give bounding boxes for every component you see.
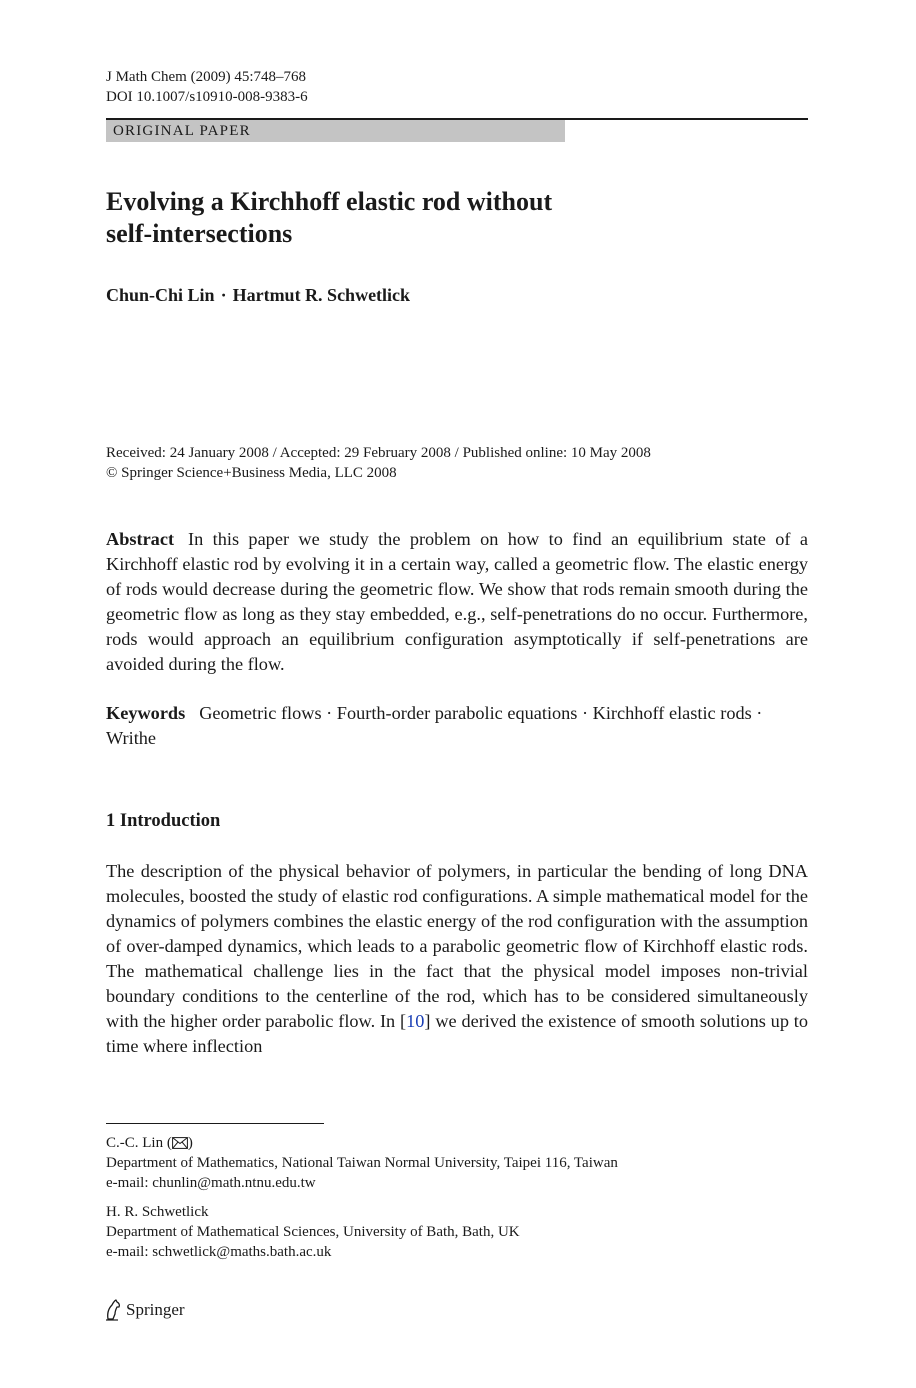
journal-citation: J Math Chem (2009) 45:748–768 bbox=[106, 69, 306, 85]
footnote-author-name: H. R. Schwetlick bbox=[106, 1204, 209, 1220]
footnote-author-name-close: ) bbox=[187, 1135, 193, 1151]
footnote-author-name-text: C.-C. Lin ( bbox=[106, 1135, 172, 1151]
author-name: Chun-Chi Lin bbox=[106, 285, 215, 305]
copyright-line: © Springer Science+Business Media, LLC 2008 bbox=[106, 465, 397, 481]
author-name: Hartmut R. Schwetlick bbox=[232, 285, 411, 305]
section-heading: 1 Introduction bbox=[106, 811, 221, 831]
envelope-icon bbox=[172, 1137, 188, 1149]
journal-info bbox=[106, 67, 308, 107]
footnote-affiliation: Department of Mathematics, National Taiwan Normal University, Taipei 116, Taiwan bbox=[106, 1155, 618, 1171]
paragraph-text: The description of the physical behavior of polymers, in particular the bending of long DNA molecules, boosted the study of elastic rod configurations. A simple mathematical model for the dynamics of polymers combines the elastic energy of the rod configuration with the assumption of over-damped dynamics, which leads to a parabolic geometric flow of Kirchhoff elastic rods. The mathematical challenge lies in the fact that the physical model imposes non-trivial boundary conditions to the centerline of the rod, which has to be considered simultaneously with the higher order parabolic flow. In [ bbox=[106, 861, 808, 1031]
paper-title-line-2: self-intersections bbox=[106, 219, 293, 248]
paragraph-text: ] we derived the existence of smooth solutions up to time where inflection bbox=[106, 1011, 808, 1056]
author-list bbox=[106, 284, 410, 306]
abstract-label: Abstract bbox=[106, 529, 175, 549]
publication-history: Received: 24 January 2008 / Accepted: 29 February 2008 / Published online: 10 May 2008 bbox=[106, 445, 651, 461]
footnote-email[interactable]: e-mail: schwetlick@maths.bath.ac.uk bbox=[106, 1244, 332, 1260]
publisher-name: Springer bbox=[126, 1300, 185, 1319]
introduction-paragraph bbox=[106, 859, 808, 1059]
keywords-label: Keywords bbox=[106, 703, 186, 723]
footnote-author-name bbox=[106, 1133, 618, 1153]
paper-title bbox=[106, 186, 666, 250]
paper-title-line-1: Evolving a Kirchhoff elastic rod without bbox=[106, 187, 553, 216]
article-type-label: ORIGINAL PAPER bbox=[113, 123, 251, 139]
doi: DOI 10.1007/s10910-008-9383-6 bbox=[106, 89, 308, 105]
keywords bbox=[106, 701, 808, 751]
citation-link[interactable]: 10 bbox=[406, 1011, 425, 1031]
footnote-email[interactable]: e-mail: chunlin@math.ntnu.edu.tw bbox=[106, 1175, 316, 1191]
keywords-text: Geometric flows · Fourth-order parabolic equations · Kirchhoff elastic rods · Writhe bbox=[106, 703, 763, 748]
author-separator: · bbox=[220, 285, 227, 305]
footnote-affiliation: Department of Mathematical Sciences, University of Bath, Bath, UK bbox=[106, 1224, 520, 1240]
publisher-mark bbox=[104, 1298, 185, 1322]
footnote-author-1 bbox=[106, 1133, 618, 1193]
abstract-text: In this paper we study the problem on how to find an equilibrium state of a Kirchhoff elastic rod by evolving it in a certain way, called a geometric flow. The elastic energy of rods would decrease during the geometric flow. We show that rods remain smooth during the geometric flow as long as they stay embedded, e.g., self-penetrations do no occur. Furthermore, rods would approach an equilibrium configuration asymptotically if self-penetrations are avoided during the flow. bbox=[106, 529, 808, 674]
abstract bbox=[106, 527, 808, 677]
footnote-rule bbox=[106, 1123, 324, 1124]
footnote-author-2 bbox=[106, 1202, 520, 1262]
publication-dates bbox=[106, 443, 651, 483]
springer-horse-icon bbox=[104, 1299, 122, 1321]
